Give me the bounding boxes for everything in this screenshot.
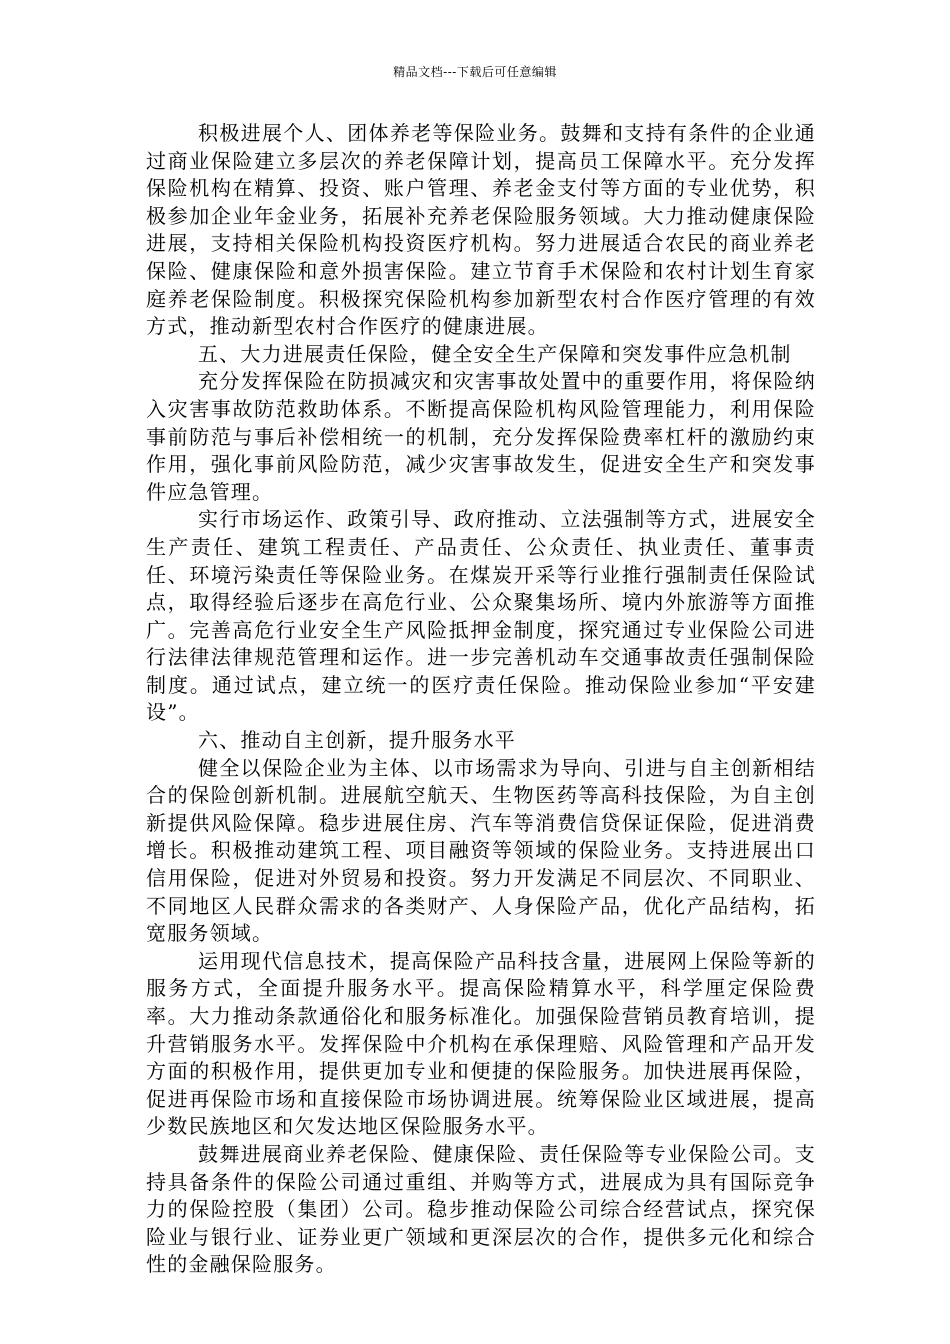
paragraph-innovation-mechanism: 健全以保险企业为主体、以市场需求为导向、引进与自主创新相结合的保险创新机制。进展航空航天、生物医药等高科技保险，为自主创新提供风险保障。稳步进展住房、汽车等消费信贷保证保险，促进消费增长。积极推动建筑工程、项目融资等领域的保险业务。支持进展出口信用保险，促进对外贸易和投资。努力开发满足不同层次、不同职业、不同地区人民群众需求的各类财产、人身保险产品，优化产品结构，拓宽服务领域。 xyxy=(146,755,816,946)
section-heading-5: 五、大力进展责任保险，健全安全生产保障和突发事件应急机制 xyxy=(198,341,792,366)
paragraph-disaster-prevention: 充分发挥保险在防损减灾和灾害事故处置中的重要作用，将保险纳入灾害事故防范救助体系。不断提高保险机构风险管理能力，利用保险事前防范与事后补偿相统一的机制，充分发挥保险费率杠杆的激励约束作用，强化事前风险防范，减少灾害事故发生，促进安全生产和突发事件应急管理。 xyxy=(146,369,816,504)
paragraph-liability-insurance: 实行市场运作、政策引导、政府推动、立法强制等方式，进展安全生产责任、建筑工程责任、产品责任、公众责任、执业责任、董事责任、环境污染责任等保险业务。在煤炭开采等行业推行强制责任保险试点，取得经验后逐步在高危行业、公众聚集场所、境内外旅游等方面推广。完善高危行业安全生产风险抵押金制度，探究通过专业保险公司进行法律法律规范管理和运作。进一步完善机动车交通事故责任强制保险制度。通过试点，建立统一的医疗责任保险。推动保险业参加“平安建设”。 xyxy=(146,507,816,725)
paragraph-specialized-companies: 鼓舞进展商业养老保险、健康保险、责任保险等专业保险公司。支持具备条件的保险公司通过重组、并购等方式，进展成为具有国际竞争力的保险控股（集团）公司。稳步推动保险公司综合经营试点，探究保险业与银行业、证券业更广领域和更深层次的合作，提供多元化和综合性的金融保险服务。 xyxy=(146,1141,816,1277)
document-body xyxy=(146,120,816,1279)
paragraph-pension-health-insurance: 积极进展个人、团体养老等保险业务。鼓舞和支持有条件的企业通过商业保险建立多层次的养老保障计划，提高员工保障水平。充分发挥保险机构在精算、投资、账户管理、养老金支付等方面的专业优势，积极参加企业年金业务，拓展补充养老保险服务领域。大力推动健康保险进展，支持相关保险机构投资医疗机构。努力进展适合农民的商业养老保险、健康保险和意外损害保险。建立节育手术保险和农村计划生育家庭养老保险制度。积极探究保险机构参加新型农村合作医疗管理的有效方式，推动新型农村合作医疗的健康进展。 xyxy=(146,121,816,339)
section-heading-6: 六、推动自主创新，提升服务水平 xyxy=(198,728,516,753)
paragraph-service-level: 运用现代信息技术，提高保险产品科技含量，进展网上保险等新的服务方式，全面提升服务水平。提高保险精算水平，科学厘定保险费率。大力推动条款通俗化和服务标准化。加强保险营销员教育培训，提升营销服务水平。发挥保险中介机构在承保理赔、风险管理和产品开发方面的积极作用，提供更加专业和便捷的保险服务。加快进展再保险，促进再保险市场和直接保险市场协调进展。统筹保险业区域进展，提高少数民族地区和欠发达地区保险服务水平。 xyxy=(146,948,816,1139)
page-header: 精品文档---下载后可任意编辑 xyxy=(393,65,557,79)
